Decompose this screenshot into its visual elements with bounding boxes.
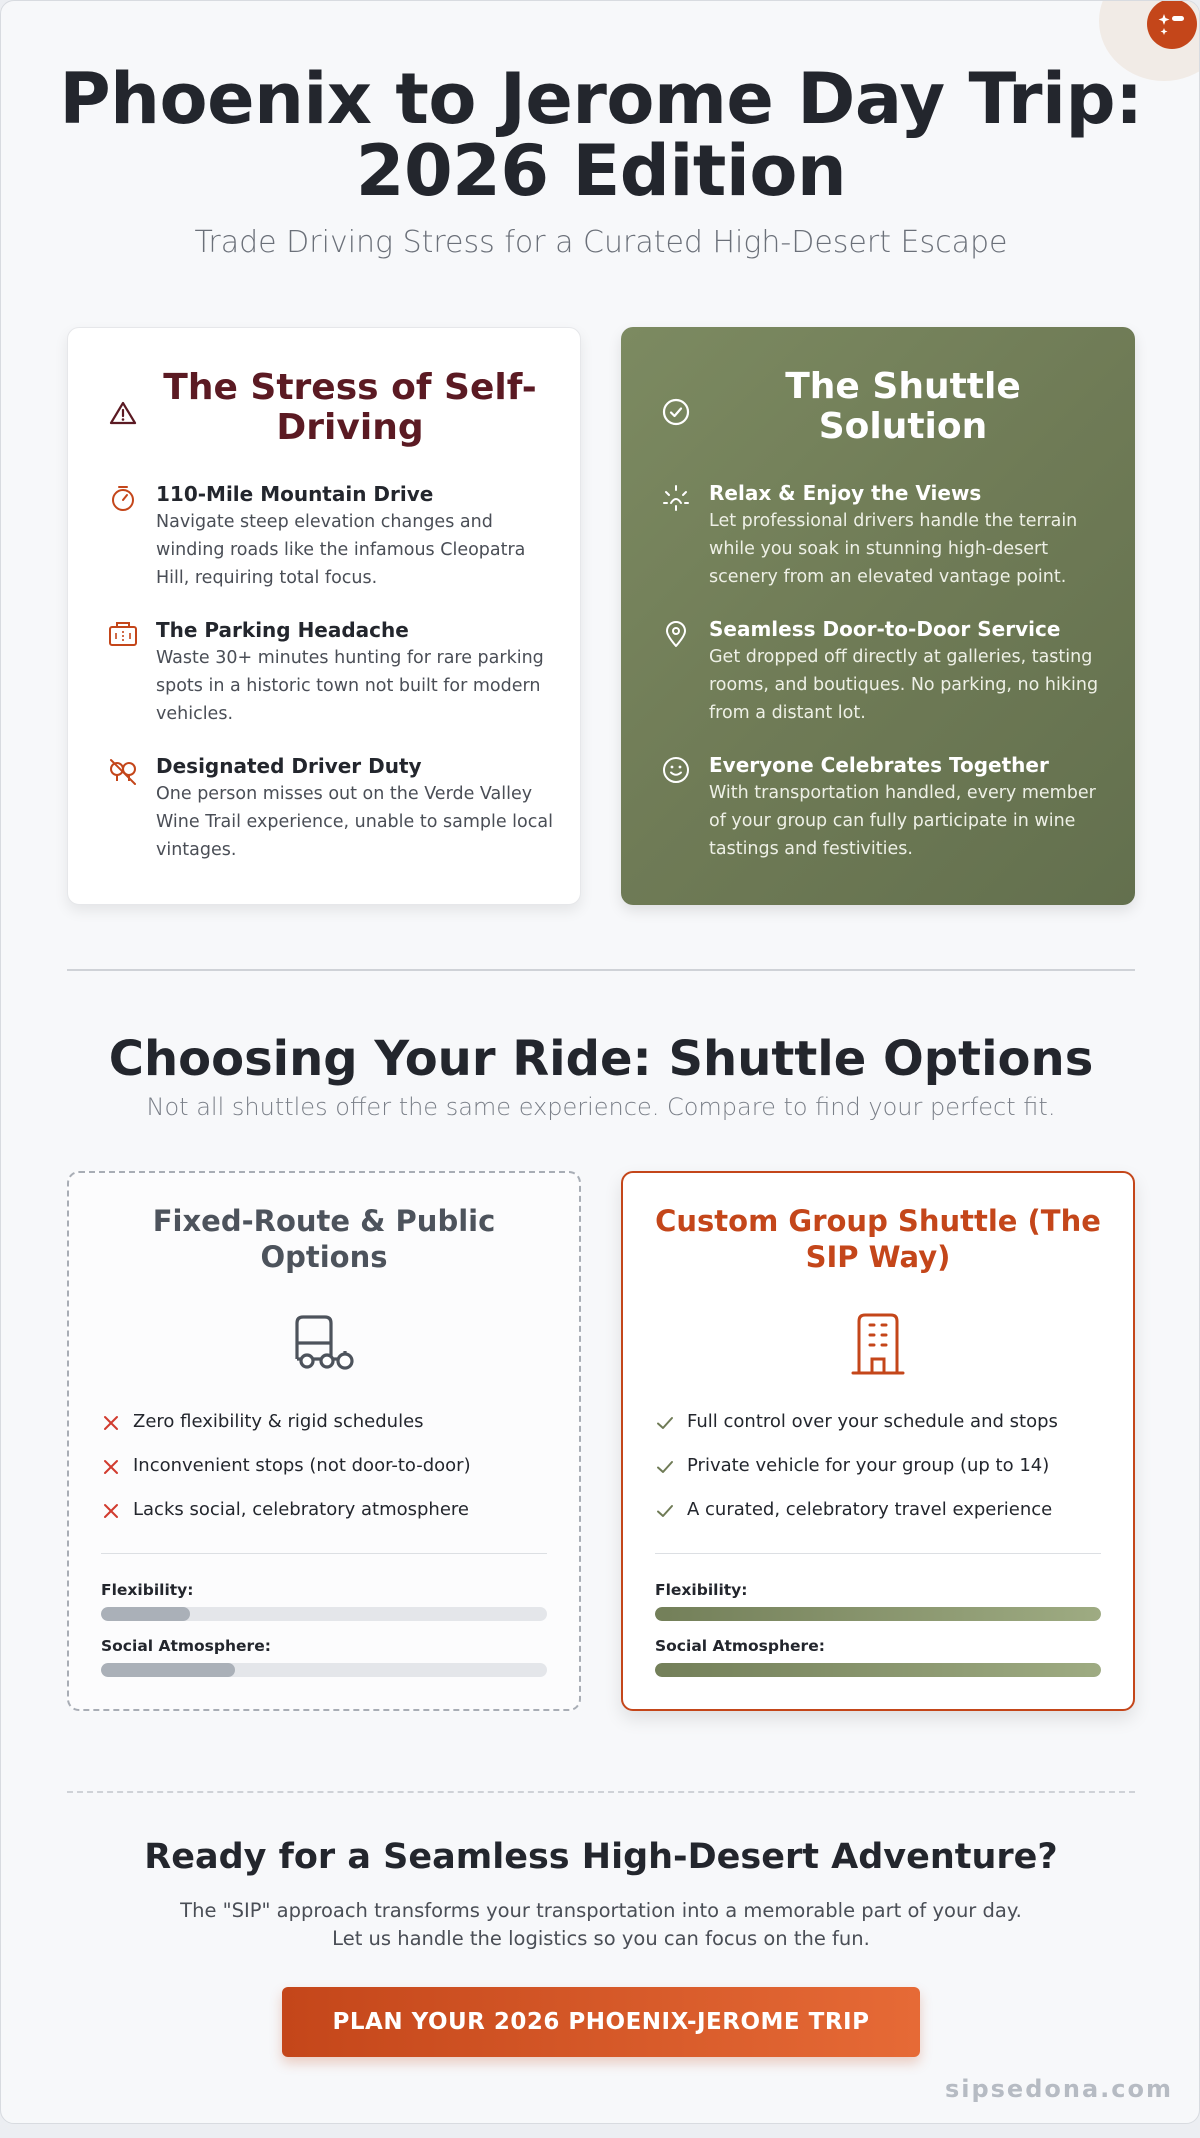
solution-card <box>621 327 1135 905</box>
social-atmosphere-bar-fill <box>101 1663 235 1677</box>
stress-item-text: Navigate steep elevation changes and winding roads like the infamous Cleopatra Hill, requiring total focus. <box>156 512 526 588</box>
bus-icon <box>291 1311 357 1377</box>
x-mark-icon <box>101 1501 121 1521</box>
solution-item-title: Everyone Celebrates Together <box>709 753 1049 777</box>
con-list-item: Inconvenient stops (not door-to-door) <box>101 1453 551 1483</box>
fixed-route-option-card <box>67 1171 581 1711</box>
stress-card <box>67 327 581 905</box>
cta-title: Ready for a Seamless High-Desert Adventure? <box>144 1837 1058 1877</box>
social-atmosphere-bar <box>101 1663 547 1677</box>
brand-watermark: sipsedona.com <box>944 2075 1173 2103</box>
check-mark-icon <box>655 1413 675 1433</box>
flexibility-bar <box>101 1607 547 1621</box>
check-mark-icon <box>655 1501 675 1521</box>
stress-item-title: 110-Mile Mountain Drive <box>156 482 434 506</box>
flexibility-label: Flexibility: <box>655 1581 748 1599</box>
sun-icon <box>661 483 691 513</box>
stress-item-text: One person misses out on the Verde Valley Wine Trail experience, unable to sample local vintages. <box>156 784 553 860</box>
solution-item-text: Let professional drivers handle the terrain while you soak in stunning high-desert scenery from an elevated vantage point. <box>709 511 1078 587</box>
cta-text: The "SIP" approach transforms your transportation into a memorable part of your day. Let us handle the logistics so you can focus on the fun. <box>180 1899 1022 1950</box>
stress-card-title: The Stress of Self-Driving <box>163 367 537 448</box>
solution-item-text: With transportation handled, every member of your group can fully participate in wine tastings and festivities. <box>709 783 1096 859</box>
con-list-item: Lacks social, celebratory atmosphere <box>101 1497 551 1527</box>
sparkle-logo-icon <box>1154 6 1190 42</box>
parking-icon <box>108 620 138 650</box>
options-section-subtitle: Not all shuttles offer the same experience. Compare to find your perfect fit. <box>146 1093 1056 1121</box>
pro-list-item: A curated, celebratory travel experience <box>655 1497 1105 1527</box>
pro-list-item: Full control over your schedule and stops <box>655 1409 1105 1439</box>
smile-icon <box>661 755 691 785</box>
stress-card-header <box>108 368 548 454</box>
x-mark-icon <box>101 1457 121 1477</box>
options-section-title: Choosing Your Ride: Shuttle Options <box>108 1031 1094 1087</box>
social-atmosphere-label: Social Atmosphere: <box>655 1637 825 1655</box>
social-atmosphere-label: Social Atmosphere: <box>101 1637 271 1655</box>
location-pin-icon <box>661 619 691 649</box>
social-atmosphere-bar-fill <box>655 1663 1101 1677</box>
solution-item-title: Seamless Door-to-Door Service <box>709 617 1061 641</box>
solution-card-header <box>661 367 1101 453</box>
warning-triangle-icon <box>108 398 138 428</box>
stress-item-title: The Parking Headache <box>156 618 409 642</box>
card-divider <box>655 1553 1101 1554</box>
card-divider <box>101 1553 547 1554</box>
timer-icon <box>108 484 138 514</box>
stress-item-text: Waste 30+ minutes hunting for rare parking spots in a historic town not built for modern vehicles. <box>156 648 544 724</box>
fixed-option-title: Fixed-Route & Public Options <box>152 1204 496 1274</box>
page-title: Phoenix to Jerome Day Trip: 2026 Edition <box>59 58 1143 212</box>
plan-trip-button[interactable]: PLAN YOUR 2026 PHOENIX-JEROME TRIP <box>282 1987 920 2057</box>
social-atmosphere-bar <box>655 1663 1101 1677</box>
pro-list-item: Private vehicle for your group (up to 14) <box>655 1453 1105 1483</box>
custom-option-title: Custom Group Shuttle (The SIP Way) <box>655 1204 1101 1274</box>
solution-item-title: Relax & Enjoy the Views <box>709 481 982 505</box>
dashed-divider <box>67 1791 1135 1793</box>
flexibility-bar-fill <box>655 1607 1101 1621</box>
section-divider <box>67 969 1135 971</box>
building-icon <box>845 1311 911 1377</box>
x-mark-icon <box>101 1413 121 1433</box>
flexibility-label: Flexibility: <box>101 1581 194 1599</box>
solution-item-text: Get dropped off directly at galleries, tasting rooms, and boutiques. No parking, no hiking from a distant lot. <box>709 647 1099 723</box>
stress-item-title: Designated Driver Duty <box>156 754 422 778</box>
no-wine-icon <box>108 756 138 786</box>
check-mark-icon <box>655 1457 675 1477</box>
flexibility-bar <box>655 1607 1101 1621</box>
flexibility-bar-fill <box>101 1607 190 1621</box>
custom-shuttle-option-card <box>621 1171 1135 1711</box>
solution-card-title: The Shuttle Solution <box>785 366 1021 447</box>
page-subtitle: Trade Driving Stress for a Curated High-Desert Escape <box>194 225 1008 260</box>
check-circle-icon <box>661 397 691 427</box>
con-list-item: Zero flexibility & rigid schedules <box>101 1409 551 1439</box>
